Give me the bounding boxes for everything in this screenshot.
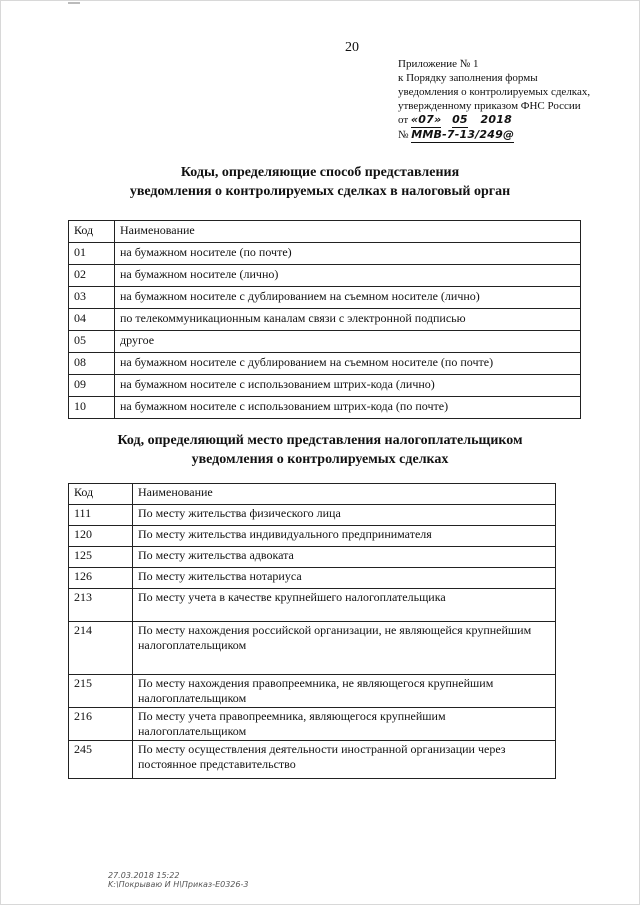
appendix-date-line — [398, 113, 633, 128]
row-name: По месту нахождения российской организации, не являющейся крупнейшим налогоплательщиком — [133, 622, 556, 675]
table-header-row — [69, 221, 581, 243]
table-row — [69, 375, 581, 397]
header-name: Наименование — [115, 221, 581, 243]
table-header-row — [69, 484, 556, 505]
appendix-block — [398, 57, 633, 143]
appendix-number-line — [398, 128, 633, 143]
section2-title-line-1: Код, определяющий место представления налогоплательщиком — [117, 433, 523, 448]
row-name: на бумажном носителе (по почте) — [115, 243, 581, 265]
row-name: По месту нахождения правопреемника, не являющегося крупнейшим налогоплательщиком — [133, 675, 556, 708]
row-code: 05 — [69, 331, 115, 353]
footer-stamp — [108, 871, 248, 889]
row-code: 02 — [69, 265, 115, 287]
table-row — [69, 622, 556, 675]
row-code: 10 — [69, 397, 115, 419]
appendix-line-4: утвержденному приказом ФНС России — [398, 100, 581, 112]
row-code: 08 — [69, 353, 115, 375]
table-row — [69, 505, 556, 526]
section1-title-line-1: Коды, определяющие способ представления — [180, 165, 460, 180]
header-code: Код — [69, 221, 115, 243]
appendix-line-2: к Порядку заполнения формы — [398, 72, 538, 84]
footer-line-2: K:\Покрываю И Н\Приказ-Е0326-3 — [108, 880, 249, 889]
header-name: Наименование — [133, 484, 556, 505]
appendix-line-1: Приложение № 1 — [398, 58, 479, 70]
row-code: 04 — [69, 309, 115, 331]
row-name: другое — [115, 331, 581, 353]
table-row — [69, 708, 556, 741]
row-code: 216 — [69, 708, 133, 741]
row-name: По месту жительства физического лица — [133, 505, 556, 526]
section2-title — [60, 431, 580, 469]
page-number: 20 — [345, 40, 359, 55]
from-label: от — [398, 114, 409, 126]
row-code: 215 — [69, 675, 133, 708]
table-row — [69, 568, 556, 589]
table-row — [69, 287, 581, 309]
row-code: 03 — [69, 287, 115, 309]
table-row — [69, 547, 556, 568]
table-row — [69, 741, 556, 779]
row-code: 126 — [69, 568, 133, 589]
row-code: 213 — [69, 589, 133, 622]
footer-line-1: 27.03.2018 15:22 — [108, 871, 180, 880]
row-name: По месту осуществления деятельности иностранной организации через постоянное представительство — [133, 741, 556, 779]
table-row — [69, 331, 581, 353]
row-code: 111 — [69, 505, 133, 526]
section1-title-line-2: уведомления о контролируемых сделках в налоговый орган — [129, 184, 511, 199]
row-name: на бумажном носителе с использованием штрих-кода (лично) — [115, 375, 581, 397]
row-name: по телекоммуникационным каналам связи с электронной подписью — [115, 309, 581, 331]
section2-title-line-2: уведомления о контролируемых сделках — [191, 452, 449, 467]
appendix-line-3: уведомления о контролируемых сделках, — [398, 86, 591, 98]
row-code: 09 — [69, 375, 115, 397]
corner-mark — [68, 2, 80, 4]
row-name: на бумажном носителе (лично) — [115, 265, 581, 287]
table-row — [69, 353, 581, 375]
date-month: 05 — [452, 113, 468, 126]
table-row — [69, 265, 581, 287]
table-row — [69, 243, 581, 265]
date-day: «07» — [410, 113, 442, 126]
row-code: 125 — [69, 547, 133, 568]
number-label: № — [398, 129, 409, 141]
submission-place-table — [68, 483, 556, 779]
row-name: на бумажном носителе с дублированием на съемном носителе (по почте) — [115, 353, 581, 375]
row-name: на бумажном носителе с использованием штрих-кода (по почте) — [115, 397, 581, 419]
row-name: По месту учета в качестве крупнейшего налогоплательщика — [133, 589, 556, 622]
row-name: По месту жительства нотариуса — [133, 568, 556, 589]
row-code: 245 — [69, 741, 133, 779]
order-number: ММВ-7-13/249@ — [411, 128, 515, 141]
table-row — [69, 526, 556, 547]
table-row — [69, 675, 556, 708]
row-name: на бумажном носителе с дублированием на съемном носителе (лично) — [115, 287, 581, 309]
header-code: Код — [69, 484, 133, 505]
row-name: По месту жительства индивидуального предпринимателя — [133, 526, 556, 547]
table-row — [69, 397, 581, 419]
section1-title — [60, 163, 580, 201]
submission-method-table — [68, 220, 581, 419]
row-name: По месту учета правопреемника, являющегося крупнейшим налогоплательщиком — [133, 708, 556, 741]
row-code: 01 — [69, 243, 115, 265]
table-row — [69, 309, 581, 331]
row-name: По месту жительства адвоката — [133, 547, 556, 568]
table-row — [69, 589, 556, 622]
date-year: 2018 — [480, 113, 512, 126]
row-code: 214 — [69, 622, 133, 675]
row-code: 120 — [69, 526, 133, 547]
